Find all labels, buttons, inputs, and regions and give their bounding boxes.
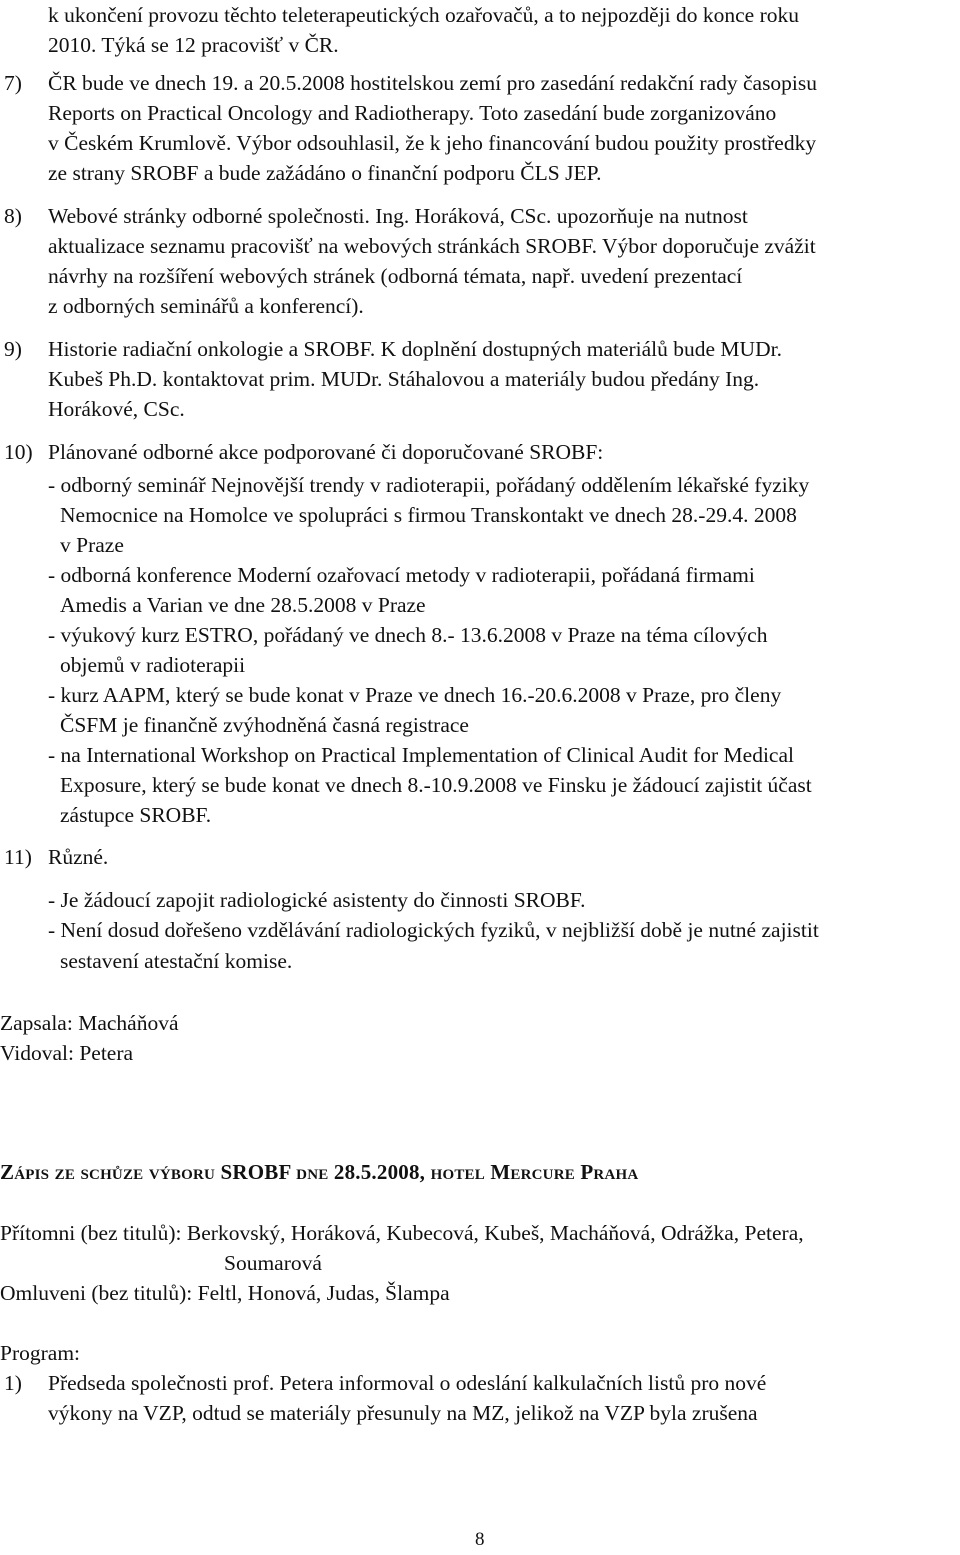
item-9-line-1: Historie radiační onkologie a SROBF. K doplnění dostupných materiálů bude MUDr. bbox=[48, 337, 782, 361]
item-10-line-1: Plánované odborné akce podporované či doporučované SROBF: bbox=[48, 440, 604, 464]
item-10-line-7: - výukový kurz ESTRO, pořádaný ve dnech 8.- 13.6.2008 v Praze na téma cílových bbox=[48, 623, 768, 647]
item-10-line-13: zástupce SROBF. bbox=[60, 803, 212, 827]
item-7-line-1: ČR bude ve dnech 19. a 20.5.2008 hostitelskou zemí pro zasedání redakční rady časopisu bbox=[48, 71, 818, 95]
item-11-title: Různé. bbox=[48, 845, 109, 869]
item-10-line-4: v Praze bbox=[60, 533, 124, 557]
item-11-number: 11) bbox=[4, 845, 32, 869]
item-9-line-2: Kubeš Ph.D. kontaktovat prim. MUDr. Stáhalovou a materiály budou předány Ing. bbox=[48, 367, 760, 391]
item-10-line-5: - odborná konference Moderní ozařovací metody v radioterapii, pořádaná firmami bbox=[48, 563, 755, 587]
continuation-line-2: 2010. Týká se 12 pracovišť v ČR. bbox=[48, 33, 339, 57]
item-8-line-1: Webové stránky odborné společnosti. Ing. Horáková, CSc. upozorňuje na nutnost bbox=[48, 204, 748, 228]
minutes-title: Zápis ze schůze výboru SROBF dne 28.5.2008, hotel Mercure Praha bbox=[0, 1160, 639, 1184]
program-label: Program: bbox=[0, 1341, 81, 1365]
item-8-line-4: z odborných seminářů a konferencí). bbox=[48, 294, 364, 318]
item-7-line-2: Reports on Practical Oncology and Radiotherapy. Toto zasedání bude zorganizováno bbox=[48, 101, 777, 125]
item-8-number: 8) bbox=[4, 204, 22, 228]
item-11-line-2: - Není dosud dořešeno vzdělávání radiologických fyziků, v nejbližší době je nutné zajistit bbox=[48, 918, 819, 942]
item-9-number: 9) bbox=[4, 337, 22, 361]
present-line-2: Soumarová bbox=[224, 1251, 322, 1275]
item-10-line-3: Nemocnice na Homolce ve spolupráci s firmou Transkontakt ve dnech 28.-29.4. 2008 bbox=[60, 503, 797, 527]
item-7-line-4: ze strany SROBF a bude zažádáno o finanční podporu ČLS JEP. bbox=[48, 161, 602, 185]
program-item-1-number: 1) bbox=[4, 1371, 22, 1395]
item-10-line-6: Amedis a Varian ve dne 28.5.2008 v Praze bbox=[60, 593, 426, 617]
item-10-line-9: - kurz AAPM, který se bude konat v Praze ve dnech 16.-20.6.2008 v Praze, pro členy bbox=[48, 683, 782, 707]
item-10-line-10: ČSFM je finančně zvýhodněná časná registrace bbox=[60, 713, 469, 737]
minutes-writer: Zapsala: Macháňová bbox=[0, 1011, 179, 1035]
page-number: 8 bbox=[475, 1529, 485, 1550]
item-9-line-3: Horákové, CSc. bbox=[48, 397, 185, 421]
item-11-line-1: - Je žádoucí zapojit radiologické asistenty do činnosti SROBF. bbox=[48, 888, 586, 912]
item-10-line-8: objemů v radioterapii bbox=[60, 653, 246, 677]
minutes-checker: Vidoval: Petera bbox=[0, 1041, 134, 1065]
item-10-line-12: Exposure, který se bude konat ve dnech 8.-10.9.2008 ve Finsku je žádoucí zajistit účast bbox=[60, 773, 812, 797]
item-7-line-3: v Českém Krumlově. Výbor odsouhlasil, že k jeho financování budou použity prostředky bbox=[48, 131, 817, 155]
item-10-line-11: - na International Workshop on Practical Implementation of Clinical Audit for Medical bbox=[48, 743, 794, 767]
program-item-1-line-2: výkony na VZP, odtud se materiály přesunuly na MZ, jelikož na VZP byla zrušena bbox=[48, 1401, 758, 1425]
item-11-line-3: sestavení atestační komise. bbox=[60, 949, 293, 973]
program-item-1-line-1: Předseda společnosti prof. Petera informoval o odeslání kalkulačních listů pro nové bbox=[48, 1371, 767, 1395]
item-8-line-2: aktualizace seznamu pracovišť na webových stránkách SROBF. Výbor doporučuje zvážit bbox=[48, 234, 816, 258]
item-8-line-3: návrhy na rozšíření webových stránek (odborná témata, např. uvedení prezentací bbox=[48, 264, 743, 288]
continuation-line-1: k ukončení provozu těchto teleterapeutických ozařovačů, a to nejpozději do konce roku bbox=[48, 3, 800, 27]
present-line-1: Přítomni (bez titulů): Berkovský, Horáková, Kubecová, Kubeš, Macháňová, Odrážka, Petera, bbox=[0, 1221, 804, 1245]
item-7-number: 7) bbox=[4, 71, 22, 95]
item-10-line-2: - odborný seminář Nejnovější trendy v radioterapii, pořádaný oddělením lékařské fyziky bbox=[48, 473, 810, 497]
excused-line: Omluveni (bez titulů): Feltl, Honová, Judas, Šlampa bbox=[0, 1281, 450, 1305]
item-10-number: 10) bbox=[4, 440, 33, 464]
